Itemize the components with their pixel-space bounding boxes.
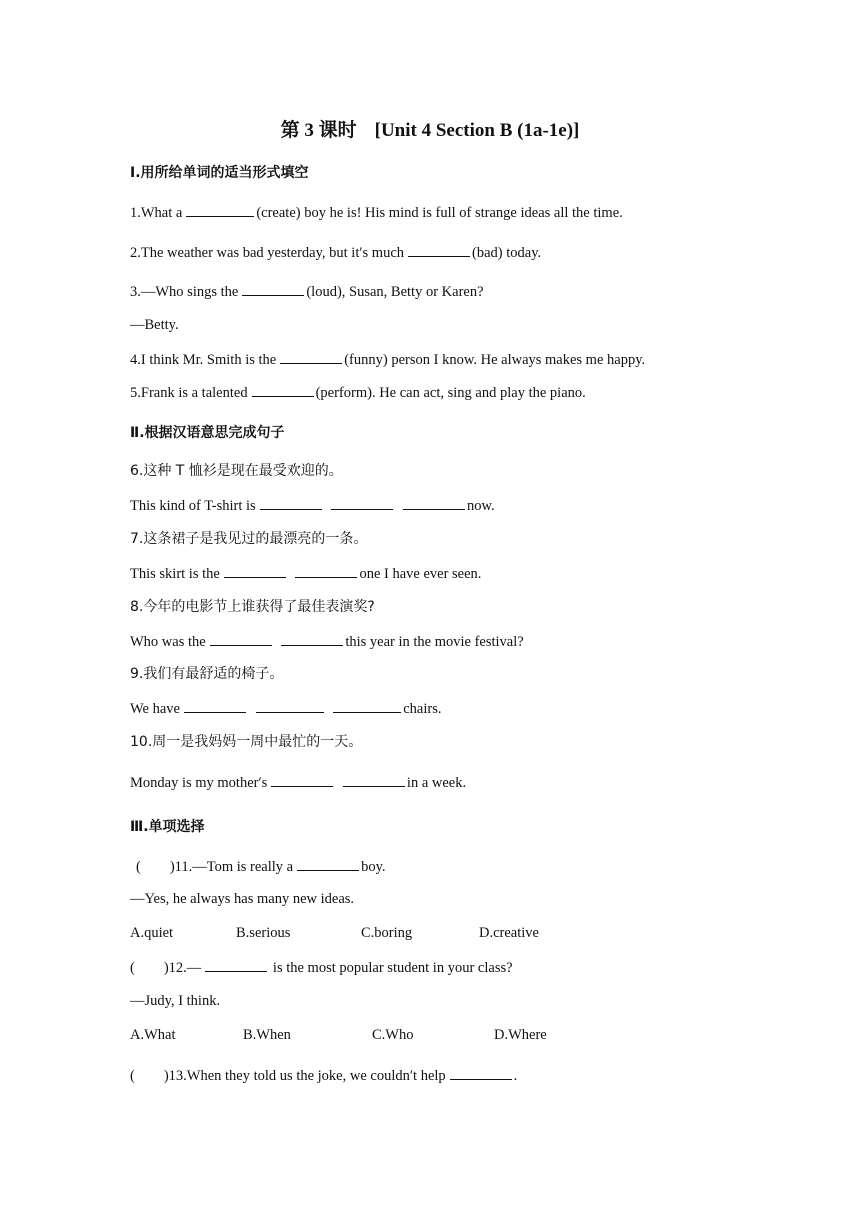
option-a[interactable]: A.What: [130, 1027, 176, 1043]
section-heading-1: Ⅰ.用所给单词的适当形式填空: [130, 165, 309, 181]
section-heading-3: Ⅲ.单项选择: [130, 819, 205, 835]
question-10: Monday is my mother′s in a week.: [130, 775, 467, 791]
answer-blank[interactable]: [242, 282, 304, 296]
question-7-chinese: 7.这条裙子是我见过的最漂亮的一条。: [130, 531, 368, 547]
answer-blank[interactable]: [333, 699, 401, 713]
option-d[interactable]: D.Where: [494, 1027, 547, 1043]
answer-blank[interactable]: [280, 350, 342, 364]
answer-blank[interactable]: [403, 496, 465, 510]
answer-blank[interactable]: [252, 383, 314, 397]
unit-section: [Unit 4 Section B (1a-1e)]: [374, 120, 580, 141]
lesson-number: 第 3 课时: [280, 120, 357, 141]
answer-blank[interactable]: [184, 699, 246, 713]
question-3: 3.—Who sings the (loud), Susan, Betty or Karen?: [130, 284, 484, 300]
option-c[interactable]: C.boring: [361, 925, 413, 941]
answer-blank[interactable]: [408, 243, 470, 257]
question-5: 5.Frank is a talented (perform). He can act, sing and play the piano.: [130, 385, 586, 401]
answer-blank[interactable]: [450, 1066, 512, 1080]
option-a[interactable]: A.quiet: [130, 925, 174, 941]
question-4: 4.I think Mr. Smith is the (funny) person I know. He always makes me happy.: [130, 352, 646, 368]
question-10-chinese: 10.周一是我妈妈一周中最忙的一天。: [130, 734, 363, 750]
answer-blank[interactable]: [281, 632, 343, 646]
answer-blank[interactable]: [331, 496, 393, 510]
option-b[interactable]: B.When: [243, 1027, 291, 1043]
question-12-options: [130, 1026, 547, 1044]
question-9: We have chairs.: [130, 701, 442, 717]
question-12-answer: —Judy, I think.: [130, 993, 221, 1009]
option-b[interactable]: B.serious: [236, 925, 291, 941]
answer-blank[interactable]: [210, 632, 272, 646]
answer-blank[interactable]: [186, 203, 254, 217]
answer-blank[interactable]: [256, 699, 324, 713]
answer-blank[interactable]: [343, 773, 405, 787]
question-1: 1.What a (create) boy he is! His mind is full of strange ideas all the time.: [130, 205, 623, 221]
page-title: [0, 115, 860, 142]
question-13: ( )13.When they told us the joke, we couldn′t help .: [130, 1068, 518, 1084]
answer-blank[interactable]: [295, 564, 357, 578]
question-12: ( )12.— is the most popular student in your class?: [130, 960, 513, 976]
answer-blank[interactable]: [205, 958, 267, 972]
question-11-options: [130, 924, 539, 942]
question-11-answer: —Yes, he always has many new ideas.: [130, 891, 355, 907]
question-7: This skirt is the one I have ever seen.: [130, 566, 482, 582]
section-heading-2: Ⅱ.根据汉语意思完成句子: [130, 425, 285, 441]
answer-blank[interactable]: [224, 564, 286, 578]
question-2: 2.The weather was bad yesterday, but it′s much (bad) today.: [130, 245, 542, 261]
question-6-chinese: 6.这种 T 恤衫是现在最受欢迎的。: [130, 463, 343, 479]
answer-blank[interactable]: [297, 857, 359, 871]
question-3-answer: —Betty.: [130, 317, 179, 333]
question-9-chinese: 9.我们有最舒适的椅子。: [130, 666, 284, 682]
option-c[interactable]: C.Who: [372, 1027, 414, 1043]
question-6: This kind of T-shirt is now.: [130, 498, 495, 514]
question-8: Who was the this year in the movie festival?: [130, 634, 524, 650]
answer-blank[interactable]: [271, 773, 333, 787]
option-d[interactable]: D.creative: [479, 925, 539, 941]
question-8-chinese: 8.今年的电影节上谁获得了最佳表演奖?: [130, 599, 375, 615]
question-11: ( )11.—Tom is really a boy.: [136, 859, 386, 875]
answer-blank[interactable]: [260, 496, 322, 510]
